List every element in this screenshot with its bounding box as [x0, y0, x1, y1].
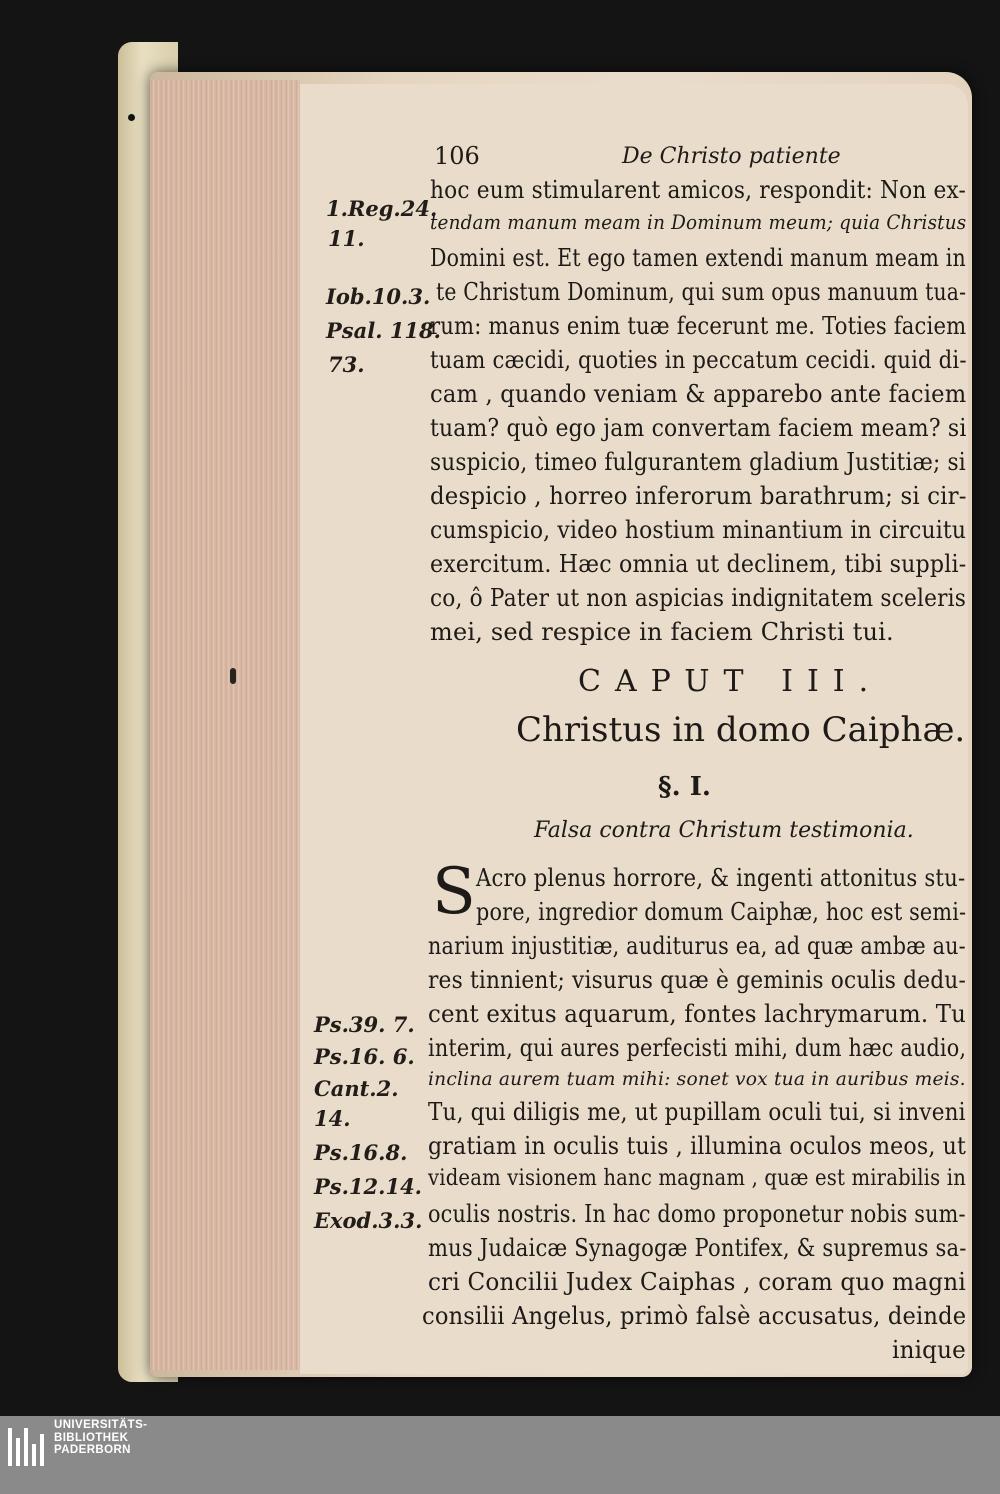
section-heading: §. I.: [658, 772, 711, 802]
text-line: res tinnient; visurus quæ è geminis oculis dedu-: [428, 966, 966, 994]
margin-note: Cant.2.: [314, 1076, 399, 1101]
text-line: oculis nostris. In hac domo proponetur nobis sum-: [428, 1200, 966, 1228]
running-title: De Christo patiente: [622, 144, 841, 169]
margin-note: Ps.16.8.: [314, 1140, 408, 1165]
catchword: inique: [892, 1336, 967, 1364]
library-logo-icon: [8, 1428, 48, 1466]
text-line: pore, ingredior domum Caiphæ, hoc est semi-: [476, 898, 967, 926]
text-line: cent exitus aquarum, fontes lachrymarum. Tu: [428, 1000, 967, 1028]
text-line: mus Judaicæ Synagogæ Pontifex, & supremus sa-: [428, 1234, 967, 1262]
text-line: interim, qui aures perfecisti mihi, dum hæc audio,: [428, 1034, 967, 1062]
library-logo-text: [54, 1419, 147, 1457]
chapter-title: Christus in domo Caiphæ.: [516, 710, 966, 750]
text-line: tendam manum meam in Dominum meum; quia Christus: [430, 210, 967, 234]
text-line: tuam cæcidi, quoties in peccatum cecidi. quid di-: [430, 346, 967, 374]
text-line: videam visionem hanc magnam , quæ est mirabilis in: [428, 1166, 967, 1191]
text-line: rum: manus enim tuæ fecerunt me. Toties faciem: [430, 312, 967, 340]
logo-line: PADERBORN: [54, 1444, 131, 1456]
margin-note: Ps.12.14.: [314, 1174, 422, 1199]
spine-mark: [230, 668, 236, 684]
margin-note: 1.Reg.24.: [326, 196, 438, 221]
text-line: exercitum. Hæc omnia ut declinem, tibi suppli-: [430, 550, 967, 578]
text-line: Acro plenus horrore, & ingenti attonitus stu-: [476, 864, 966, 892]
margin-note: Psal. 118.: [326, 318, 441, 343]
margin-note: 73.: [328, 352, 365, 377]
text-line: suspicio, timeo fulgurantem gladium Justitiæ; si: [430, 448, 966, 476]
binding-hole: [128, 114, 135, 121]
text-line: cam , quando veniam & apparebo ante faciem: [430, 380, 967, 408]
margin-note: 11.: [328, 226, 365, 251]
text-line: narium injustitiæ, auditurus ea, ad quæ ambæ au-: [428, 932, 966, 960]
text-line: co, ô Pater ut non aspicias indignitatem sceleris: [430, 584, 967, 612]
page-number: 106: [434, 142, 480, 170]
text-line: cumspicio, video hostium minantium in circuitu: [430, 516, 967, 544]
logo-line: UNIVERSITÄTS-: [54, 1419, 148, 1431]
margin-note: 14.: [314, 1106, 351, 1131]
page-stack-edge: [150, 80, 300, 1370]
drop-cap: S: [432, 855, 476, 929]
chapter-number: CAPUT III.: [578, 664, 883, 699]
text-line: inclina aurem tuam mihi: sonet vox tua in auribus meis.: [428, 1068, 966, 1090]
margin-note: Ps.16. 6.: [314, 1044, 415, 1069]
text-line: cri Concilii Judex Caiphas , coram quo magni: [428, 1268, 966, 1296]
text-line: hoc eum stimularent amicos, respondit: Non ex-: [430, 176, 967, 204]
section-subtitle: Falsa contra Christum testimonia.: [534, 818, 914, 843]
margin-note: Ps.39. 7.: [314, 1012, 415, 1037]
text-line: consilii Angelus, primò falsè accusatus, deinde: [422, 1302, 967, 1330]
footer-bar: [0, 1416, 1000, 1494]
text-line: tuam? quò ego jam convertam faciem meam? si: [430, 414, 967, 442]
text-line: Tu, qui diligis me, ut pupillam oculi tui, si inveni: [428, 1098, 966, 1126]
text-line: despicio , horreo inferorum barathrum; si cir-: [430, 482, 967, 510]
margin-note: Iob.10.3.: [326, 284, 431, 309]
text-line: te Christum Dominum, qui sum opus manuum tua-: [436, 278, 967, 306]
text-line: Domini est. Et ego tamen extendi manum meam in: [430, 244, 966, 272]
margin-note: Exod.3.3.: [314, 1208, 423, 1233]
logo-line: BIBLIOTHEK: [54, 1431, 129, 1444]
text-line: mei, sed respice in faciem Christi tui.: [430, 618, 894, 646]
text-line: gratiam in oculis tuis , illumina oculos meos, ut: [428, 1132, 967, 1160]
